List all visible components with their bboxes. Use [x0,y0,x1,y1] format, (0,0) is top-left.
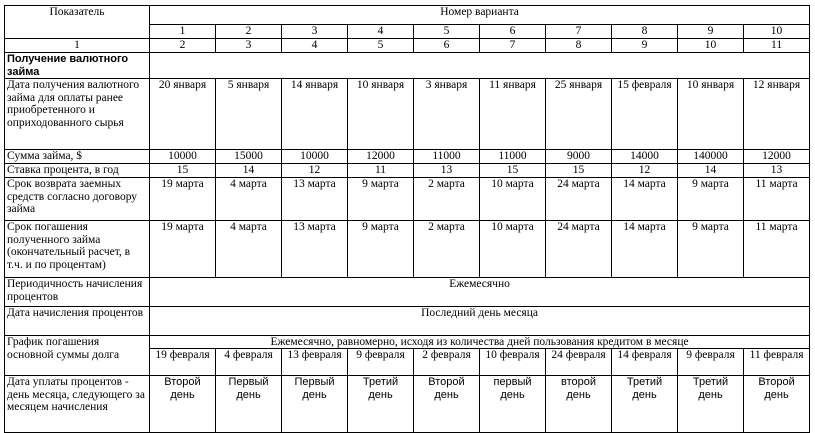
loan-amount-value: 12000 [348,150,414,164]
repayment-term-value: 10 марта [480,221,546,278]
repayment-term-value: 2 марта [414,221,480,278]
loan-amount-label: Сумма займа, $ [5,150,150,164]
interest-rate-value: 14 [216,164,282,178]
schedule-row [5,336,810,349]
interest-payment-value: Третий день [612,376,678,433]
interest-rate-label: Ставка процента, в год [5,164,150,178]
schedule-date: 9 февраля [348,349,414,376]
loan-variants-table [4,5,810,433]
schedule-date: 2 февраля [414,349,480,376]
loan-amount-value: 14000 [612,150,678,164]
schedule-date: 19 февраля [150,349,216,376]
schedule-date: 4 февраля [216,349,282,376]
loan-amount-value: 11000 [414,150,480,164]
variant-number: 2 [216,25,282,39]
repayment-term-value: 24 марта [546,221,612,278]
interest-rate-value: 11 [348,164,414,178]
interest-payment-row [5,376,810,433]
column-number: 5 [348,39,414,53]
accrual-frequency-row [5,278,810,307]
receipt-date-value: 10 января [678,79,744,150]
receipt-date-value: 14 января [282,79,348,150]
receipt-date-value: 11 января [480,79,546,150]
loan-amount-value: 10000 [150,150,216,164]
receipt-date-row [5,79,810,150]
schedule-date: 13 февраля [282,349,348,376]
variant-number: 9 [678,25,744,39]
variant-number: 4 [348,25,414,39]
repayment-term-value: 9 марта [678,221,744,278]
column-number: 1 [5,39,150,53]
receipt-date-value: 12 января [744,79,810,150]
receipt-date-value: 10 января [348,79,414,150]
receipt-date-label: Дата получения валютного займа для оплаты ранее приобретенного и оприходованного сырья [5,79,150,150]
loan-amount-value: 11000 [480,150,546,164]
schedule-date: 10 февраля [480,349,546,376]
section-title: Получение валютного займа [5,53,150,79]
schedule-date: 14 февраля [612,349,678,376]
variant-number-header: Номер варианта [150,6,810,25]
interest-payment-value: Первый день [216,376,282,433]
accrual-frequency-label: Периодичность начисления процентов [5,278,150,307]
receipt-date-value: 25 января [546,79,612,150]
interest-payment-value: Третий день [348,376,414,433]
column-number: 4 [282,39,348,53]
interest-payment-value: Второй день [150,376,216,433]
accrual-date-value: Последний день месяца [150,307,810,336]
loan-amount-value: 10000 [282,150,348,164]
accrual-frequency-value: Ежемесячно [150,278,810,307]
return-term-value: 19 марта [150,178,216,221]
loan-amount-value: 15000 [216,150,282,164]
interest-rate-value: 15 [150,164,216,178]
column-number: 10 [678,39,744,53]
repayment-term-value: 4 марта [216,221,282,278]
interest-rate-value: 13 [414,164,480,178]
column-number: 3 [216,39,282,53]
schedule-rule: Ежемесячно, равномерно, исходя из количества дней пользования кредитом в месяце [150,336,810,349]
interest-rate-value: 12 [612,164,678,178]
interest-payment-value: первый день [480,376,546,433]
receipt-date-value: 5 января [216,79,282,150]
variant-number: 10 [744,25,810,39]
schedule-date: 9 февраля [678,349,744,376]
column-number: 8 [546,39,612,53]
return-term-value: 9 марта [348,178,414,221]
repayment-term-value: 11 марта [744,221,810,278]
return-term-value: 10 марта [480,178,546,221]
column-number: 7 [480,39,546,53]
interest-rate-value: 15 [546,164,612,178]
schedule-date: 11 февраля [744,349,810,376]
interest-payment-value: Третий день [678,376,744,433]
interest-rate-value: 12 [282,164,348,178]
loan-amount-row [5,150,810,164]
return-term-value: 4 марта [216,178,282,221]
variant-number: 3 [282,25,348,39]
variant-number: 6 [480,25,546,39]
repayment-term-value: 19 марта [150,221,216,278]
schedule-date: 24 февраля [546,349,612,376]
loan-variants-table-container [4,5,810,433]
section-title-empty [150,53,810,79]
receipt-date-value: 3 января [414,79,480,150]
variant-number: 7 [546,25,612,39]
interest-payment-label: Дата уплаты процентов - день месяца, следующего за месяцем начисления [5,376,150,433]
interest-rate-row [5,164,810,178]
interest-payment-value: Второй день [744,376,810,433]
return-term-value: 14 марта [612,178,678,221]
column-number: 9 [612,39,678,53]
loan-amount-value: 9000 [546,150,612,164]
header-row-1 [5,6,810,25]
accrual-date-row [5,307,810,336]
return-term-value: 13 марта [282,178,348,221]
return-term-value: 24 марта [546,178,612,221]
variant-number: 8 [612,25,678,39]
variant-number: 5 [414,25,480,39]
repayment-term-row [5,221,810,278]
interest-rate-value: 14 [678,164,744,178]
schedule-label: График погашения основной суммы долга [5,336,150,376]
interest-payment-value: Второй день [414,376,480,433]
repayment-term-value: 9 марта [348,221,414,278]
repayment-term-label: Срок погашения полученного займа (окончательный расчет, в т.ч. и по процентам) [5,221,150,278]
receipt-date-value: 20 января [150,79,216,150]
return-term-row [5,178,810,221]
return-term-value: 9 марта [678,178,744,221]
return-term-label: Срок возврата заемных средств согласно договору займа [5,178,150,221]
column-numbers-row [5,39,810,53]
section-title-row [5,53,810,79]
repayment-term-value: 14 марта [612,221,678,278]
indicator-header: Показатель [5,6,150,39]
column-number: 11 [744,39,810,53]
receipt-date-value: 15 февраля [612,79,678,150]
loan-amount-value: 12000 [744,150,810,164]
repayment-term-value: 13 марта [282,221,348,278]
return-term-value: 11 марта [744,178,810,221]
column-number: 6 [414,39,480,53]
interest-rate-value: 13 [744,164,810,178]
accrual-date-label: Дата начисления процентов [5,307,150,336]
variant-number: 1 [150,25,216,39]
interest-payment-value: Первый день [282,376,348,433]
loan-amount-value: 140000 [678,150,744,164]
column-number: 2 [150,39,216,53]
interest-rate-value: 15 [480,164,546,178]
return-term-value: 2 марта [414,178,480,221]
interest-payment-value: второй день [546,376,612,433]
